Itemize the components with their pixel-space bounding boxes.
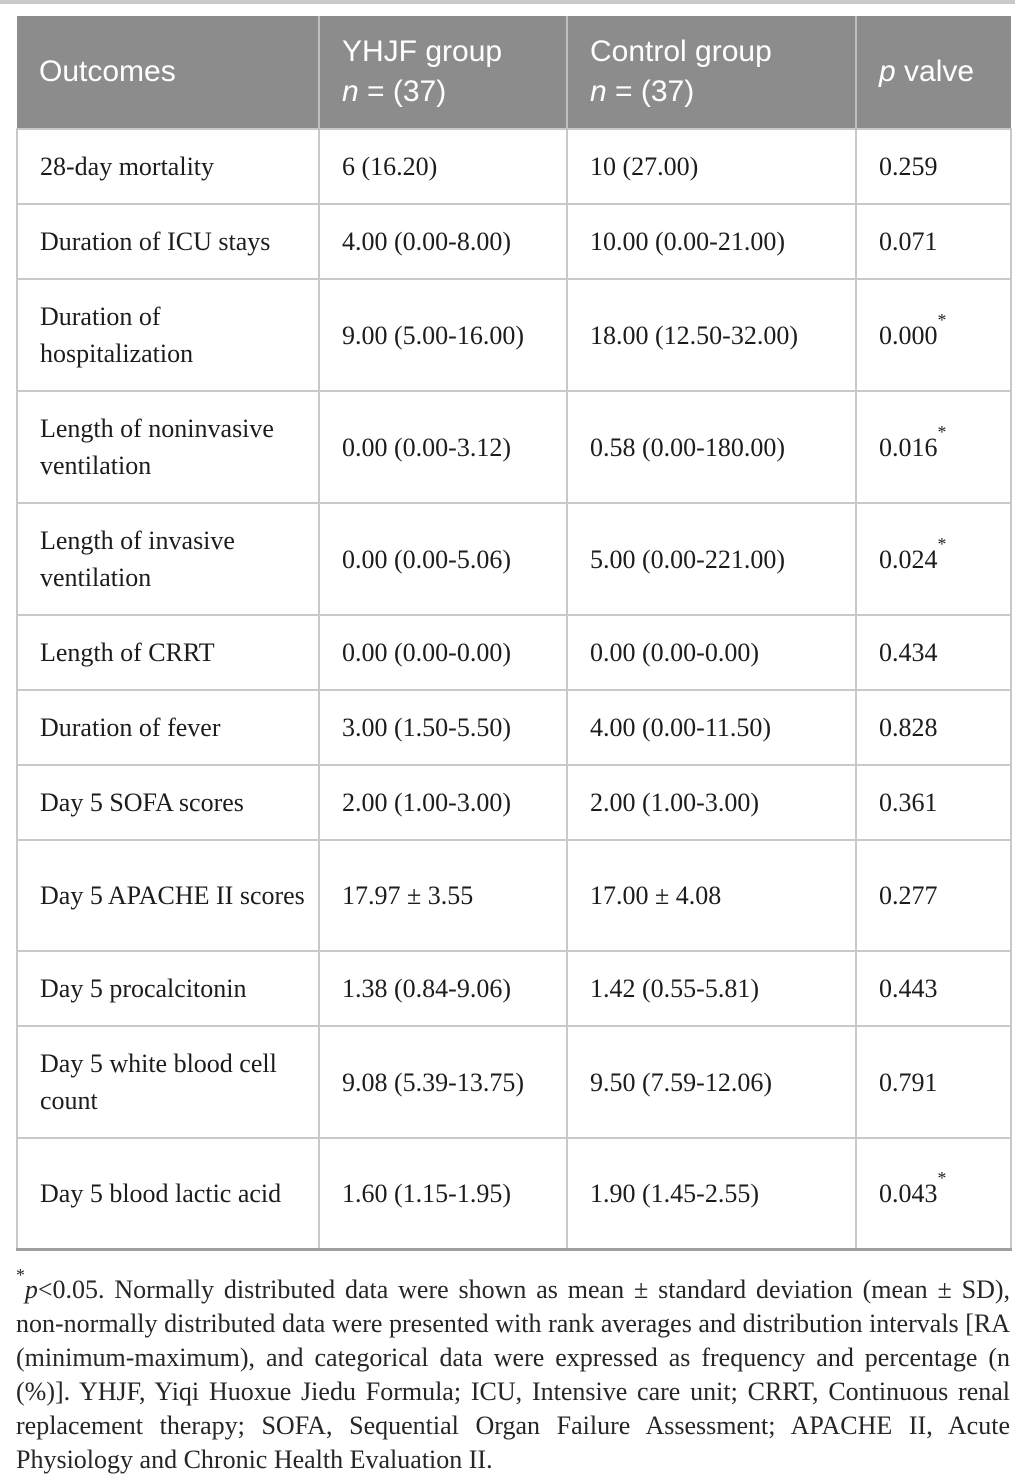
control-value: 5.00 (0.00-221.00) — [567, 503, 856, 615]
p-value: 0.828 — [856, 690, 1011, 765]
p-value: 0.361 — [856, 765, 1011, 840]
p-value: 0.259 — [856, 129, 1011, 204]
header-control-n: n = (37) — [590, 75, 695, 108]
yhjf-value: 9.08 (5.39-13.75) — [319, 1026, 567, 1138]
outcome-label: Duration of fever — [17, 690, 319, 765]
table-figure — [0, 4, 1026, 1477]
header-outcomes-label: Outcomes — [39, 55, 176, 88]
yhjf-value: 1.38 (0.84-9.06) — [319, 951, 567, 1026]
outcome-label: Day 5 SOFA scores — [17, 765, 319, 840]
table-row — [17, 765, 1011, 840]
yhjf-value: 1.60 (1.15-1.95) — [319, 1138, 567, 1249]
table-row — [17, 951, 1011, 1026]
outcome-label: Length of invasive ventilation — [17, 503, 319, 615]
p-value: 0.000* — [856, 279, 1011, 391]
table-row — [17, 840, 1011, 951]
yhjf-value: 0.00 (0.00-5.06) — [319, 503, 567, 615]
table-row — [17, 279, 1011, 391]
outcome-label: Length of noninvasive ventilation — [17, 391, 319, 503]
p-value: 0.016* — [856, 391, 1011, 503]
table-row — [17, 615, 1011, 690]
control-value: 17.00 ± 4.08 — [567, 840, 856, 951]
footnote-star: * — [16, 1264, 25, 1285]
header-outcomes — [17, 16, 319, 129]
yhjf-value: 3.00 (1.50-5.50) — [319, 690, 567, 765]
control-value: 10 (27.00) — [567, 129, 856, 204]
outcome-label: Day 5 white blood cell count — [17, 1026, 319, 1138]
header-p-valve: p valve — [856, 16, 1011, 129]
control-value: 2.00 (1.00-3.00) — [567, 765, 856, 840]
control-value: 10.00 (0.00-21.00) — [567, 204, 856, 279]
control-value: 0.00 (0.00-0.00) — [567, 615, 856, 690]
p-value: 0.043* — [856, 1138, 1011, 1249]
header-row — [17, 16, 1011, 129]
yhjf-value: 4.00 (0.00-8.00) — [319, 204, 567, 279]
yhjf-value: 2.00 (1.00-3.00) — [319, 765, 567, 840]
p-value: 0.024* — [856, 503, 1011, 615]
table-row — [17, 690, 1011, 765]
p-value: 0.791 — [856, 1026, 1011, 1138]
control-value: 4.00 (0.00-11.50) — [567, 690, 856, 765]
yhjf-value: 0.00 (0.00-0.00) — [319, 615, 567, 690]
control-value: 1.42 (0.55-5.81) — [567, 951, 856, 1026]
header-yhjf-label: YHJF group — [342, 35, 503, 68]
table-row — [17, 503, 1011, 615]
outcomes-table — [16, 16, 1012, 1251]
header-control-group — [567, 16, 856, 129]
outcome-label: Duration of ICU stays — [17, 204, 319, 279]
outcome-label: Day 5 APACHE II scores — [17, 840, 319, 951]
table-row — [17, 204, 1011, 279]
outcome-label: 28-day mortality — [17, 129, 319, 204]
header-control-label: Control group — [590, 35, 772, 68]
footnote-text: <0.05. Normally distributed data were shown as mean ± standard deviation (mean ± SD), non-normally distributed data were presented with rank averages and distribution intervals [RA (minimum-maximum), and categorical data were expressed as frequency and percentage (n (%)]. YHJF, Yiqi Huoxue Jiedu Formula; ICU, Intensive care unit; CRRT, Continuous renal replacement therapy; SOFA, Sequential Organ Failure Assessment; APACHE II, Acute Physiology and Chronic Health Evaluation II. — [16, 1274, 1010, 1474]
outcome-label: Duration of hospitalization — [17, 279, 319, 391]
control-value: 9.50 (7.59-12.06) — [567, 1026, 856, 1138]
header-yhjf-group — [319, 16, 567, 129]
outcome-label: Day 5 procalcitonin — [17, 951, 319, 1026]
significance-star: * — [937, 1168, 947, 1189]
p-value: 0.071 — [856, 204, 1011, 279]
p-value: 0.277 — [856, 840, 1011, 951]
yhjf-value: 9.00 (5.00-16.00) — [319, 279, 567, 391]
header-yhjf-n: n = (37) — [342, 75, 447, 108]
significance-star: * — [937, 533, 947, 554]
footnote-p-symbol: p — [24, 1274, 38, 1304]
table-row — [17, 391, 1011, 503]
yhjf-value: 17.97 ± 3.55 — [319, 840, 567, 951]
table-footnote — [16, 1264, 1010, 1477]
yhjf-value: 0.00 (0.00-3.12) — [319, 391, 567, 503]
p-value: 0.434 — [856, 615, 1011, 690]
significance-star: * — [937, 309, 947, 330]
yhjf-value: 6 (16.20) — [319, 129, 567, 204]
table-row — [17, 1026, 1011, 1138]
outcome-label: Length of CRRT — [17, 615, 319, 690]
table-row — [17, 1138, 1011, 1249]
significance-star: * — [937, 421, 947, 442]
control-value: 1.90 (1.45-2.55) — [567, 1138, 856, 1249]
control-value: 18.00 (12.50-32.00) — [567, 279, 856, 391]
p-value: 0.443 — [856, 951, 1011, 1026]
outcome-label: Day 5 blood lactic acid — [17, 1138, 319, 1249]
control-value: 0.58 (0.00-180.00) — [567, 391, 856, 503]
table-row — [17, 129, 1011, 204]
